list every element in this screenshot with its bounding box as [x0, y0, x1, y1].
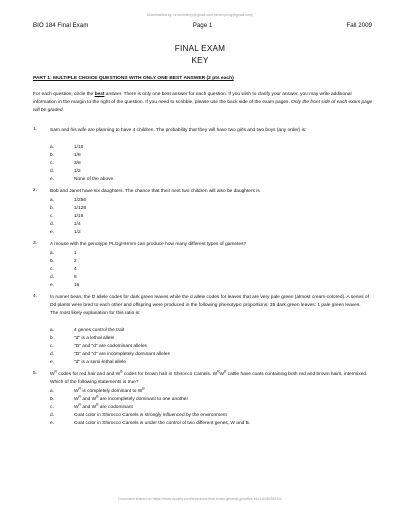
option-text: 1	[74, 251, 77, 256]
option-text: "D" and "d" are codominant alleles	[74, 344, 147, 349]
question-text-part: W	[50, 372, 55, 377]
option-text	[74, 404, 133, 412]
option-text: 1/2	[74, 230, 81, 235]
option-letter: a.	[50, 198, 55, 203]
option-letter: c.	[50, 214, 54, 219]
option-letter: e.	[50, 360, 55, 365]
option-letter: c.	[50, 267, 54, 272]
page-header	[33, 22, 372, 31]
term-label: Fall 2009	[346, 22, 372, 29]
exam-subtitle: KEY	[191, 56, 209, 65]
option-letter: e.	[50, 230, 55, 235]
option-text: 1/4	[74, 222, 81, 227]
option-text-part: W	[74, 405, 79, 410]
question-number: 4.	[33, 294, 38, 299]
option-text: 1/16	[74, 214, 84, 219]
option-text-part: and W	[80, 397, 97, 402]
option-letter: d.	[50, 413, 55, 418]
option-letter: b.	[50, 206, 55, 211]
option-text: "d" is a semi-lethal allele	[74, 360, 126, 365]
option-text-part: W	[74, 389, 79, 394]
option-text: 1/256	[74, 198, 87, 203]
option-text: "d" is a lethal allele	[74, 336, 115, 341]
option-text: Coat color in Shirocco Camels is under the control of two different genes, W and B.	[74, 421, 251, 426]
question-number: 5.	[33, 371, 38, 376]
allele-superscript: B	[224, 369, 227, 374]
option-text-part: are incompletely dominant to one another	[98, 397, 189, 402]
allele-superscript: B	[96, 394, 99, 399]
allele-superscript: B	[96, 402, 99, 407]
option-text: 3/8	[74, 161, 81, 166]
option-text: 2	[74, 259, 77, 264]
question-text	[50, 371, 370, 387]
option-text: 8	[74, 275, 77, 280]
question-text: In runner bean, the D allele codes for dark green leaves while the d allele codes for leaves that are very pale green (almost cream-colored). A series of Dd plants were bred to each other and offspring were produced in the following phenotypic proportions: 35 dark green leaves: 1 pale green leaves. The most likely explanation for this ratio is:	[50, 295, 369, 316]
option-letter: b.	[50, 336, 55, 341]
option-text: 16	[74, 283, 80, 288]
page-number: Page 1	[192, 22, 213, 29]
option-text: 4 genes control the trait	[74, 328, 125, 333]
option-text: None of the above.	[74, 177, 115, 182]
question-number: 1.	[33, 127, 38, 132]
question-text: Sam and his wife are planning to have 4 children. The probability that they will have two girls and two boys (any order) is:	[50, 128, 307, 133]
question-text-part: W	[219, 372, 225, 377]
option-letter: c.	[50, 405, 54, 410]
instructions-best: best	[94, 92, 105, 97]
allele-superscript: R	[54, 369, 57, 374]
option-letter: a.	[50, 389, 55, 394]
option-letter: d.	[50, 275, 55, 280]
option-letter: d.	[50, 222, 55, 227]
option-text: 1/16	[74, 145, 84, 150]
question-number: 3.	[33, 241, 38, 246]
option-text	[74, 394, 189, 407]
option-text-part: are codominant	[98, 405, 133, 410]
allele-superscript: B	[120, 369, 123, 374]
download-note: Downloaded by: dr.kevinterry@gmail.com (drterry.kvg@gmail.com)	[146, 13, 254, 17]
instructions-text-2: answer. There is only one best answer for each question. If you wish to clarify your answer, you may write additional information in the margin to the right of the question. If you need to scribble, please use the back side of the exam pages.	[33, 92, 352, 105]
shared-footer: Document shared on https://www.docsity.com/en/solved-final-exam-general-genetics-bio-184/6090194/	[118, 497, 282, 501]
allele-superscript: R	[217, 369, 220, 374]
option-letter: b.	[50, 259, 55, 264]
question-text-part: cattle have coats containing both red and brown hairs, intermixed. Which of the following statements is true?	[50, 372, 368, 385]
option-letter: e.	[50, 421, 55, 426]
option-text	[74, 386, 145, 399]
option-text: 1/8	[74, 153, 81, 158]
option-letter: e.	[50, 177, 55, 182]
option-text: Coat color in Shirocco Camels is strongly influenced by the environment	[74, 413, 227, 418]
option-text: 1/2	[74, 169, 81, 174]
option-letter: d.	[50, 169, 55, 174]
instructions-emphasis: Only the front side of each exam page will be graded.	[33, 100, 373, 113]
option-letter: a.	[50, 145, 55, 150]
allele-superscript: R	[78, 394, 81, 399]
option-text-part: is completely dominant to W	[80, 389, 143, 394]
question-text-part: codes for red hair and and W	[56, 372, 121, 377]
instructions-text-1: For each question, circle the	[33, 92, 95, 97]
option-text: "D" and "d" are incompletely dominant alleles	[74, 352, 170, 357]
option-text: 4	[74, 267, 77, 272]
question-text: A mouse with the genotype PLGgHHmm can produce how many different types of gametes?	[50, 242, 247, 247]
option-text-part: and W	[80, 405, 97, 410]
allele-superscript: R	[78, 402, 81, 407]
option-letter: e.	[50, 283, 55, 288]
option-letter: b.	[50, 397, 55, 402]
question-number: 2.	[33, 188, 38, 193]
question-text-part: codes for brown hair in Shirocco Camels. W	[122, 372, 218, 377]
allele-superscript: B	[142, 386, 145, 391]
allele-superscript: R	[78, 386, 81, 391]
option-letter: c.	[50, 161, 54, 166]
exam-title: FINAL EXAM	[174, 44, 226, 53]
question-text: Bob and Janet have six daughters. The chance that their next two children will also be daughters is	[50, 189, 260, 194]
option-text-part: W	[74, 397, 79, 402]
option-letter: a.	[50, 251, 55, 256]
option-text: 1/128	[74, 206, 87, 211]
instructions	[33, 91, 373, 115]
option-letter: a.	[50, 328, 55, 333]
option-letter: d.	[50, 352, 55, 357]
course-label: BIO 184 Final Exam	[33, 22, 89, 29]
option-letter: b.	[50, 153, 55, 158]
part-heading: PART 1: MULTIPLE CHOICE QUESTIONS WITH ONLY ONE BEST ANSWER (2 pts each)	[33, 76, 234, 81]
option-letter: c.	[50, 344, 54, 349]
